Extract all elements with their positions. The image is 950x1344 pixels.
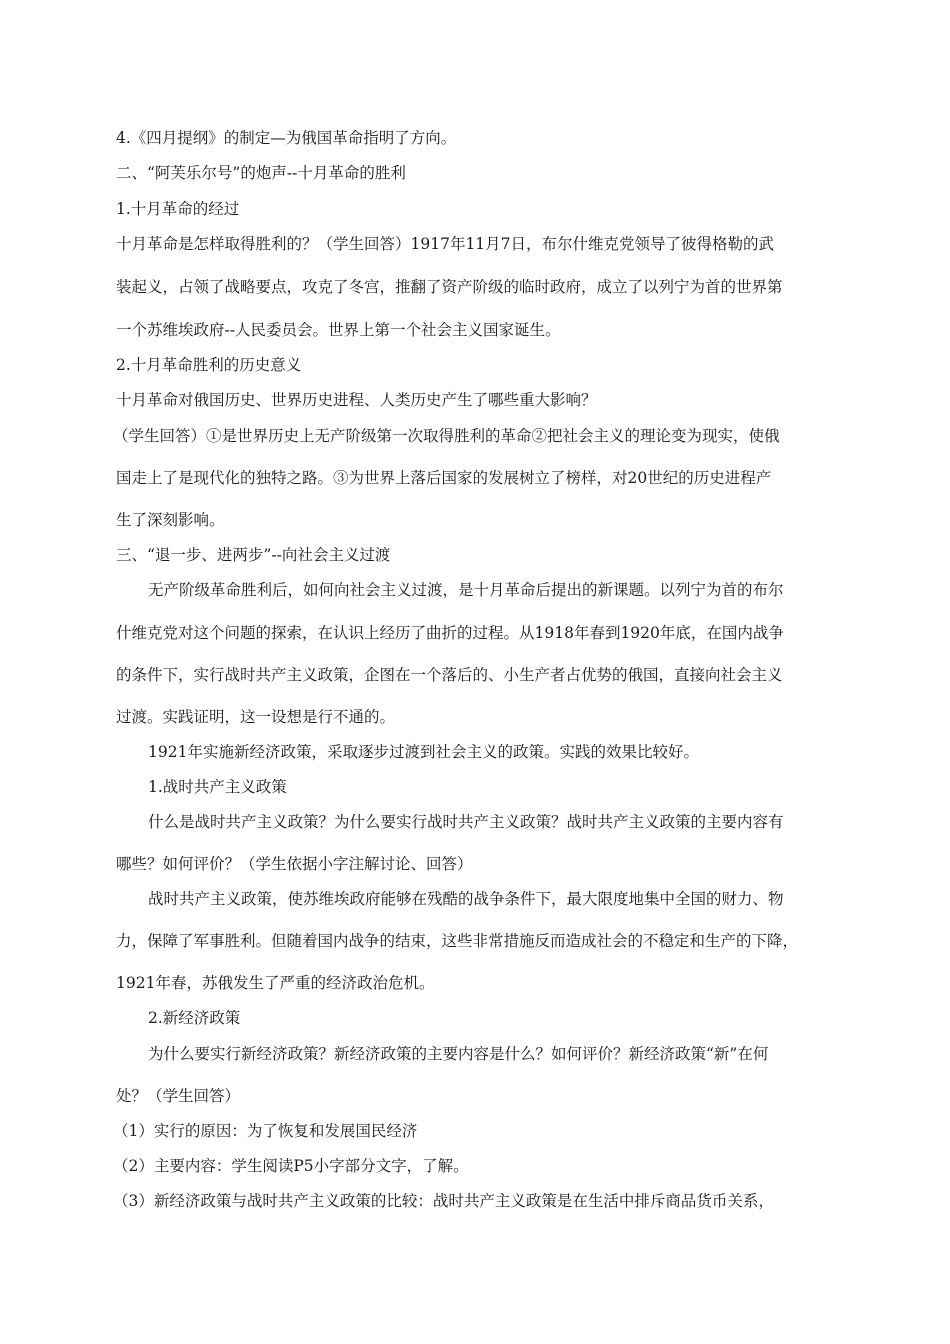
list-item: （3）新经济政策与战时共产主义政策的比较：战时共产主义政策是在生活中排斥商品货币关系， bbox=[113, 1192, 774, 1210]
text-line: （学生回答）①是世界历史上无产阶级第一次取得胜利的革命②把社会主义的理论变为现实，使俄 bbox=[113, 427, 780, 445]
text-line: 1921年春，苏俄发生了严重的经济政治危机。 bbox=[116, 974, 435, 992]
section-heading: 二、“阿芙乐尔号”的炮声--十月革命的胜利 bbox=[116, 164, 406, 182]
text-line: 为什么要实行新经济政策？新经济政策的主要内容是什么？如何评价？新经济政策“新”在何 bbox=[148, 1045, 769, 1063]
text-line: 无产阶级革命胜利后，如何向社会主义过渡，是十月革命后提出的新课题。以列宁为首的布尔 bbox=[148, 581, 784, 599]
text-line: 生了深刻影响。 bbox=[116, 511, 225, 529]
text-line: 的条件下，实行战时共产主义政策，企图在一个落后的、小生产者占优势的俄国，直接向社会主义 bbox=[116, 666, 783, 684]
list-item: （2）主要内容：学生阅读P5小字部分文字，了解。 bbox=[113, 1157, 469, 1175]
text-line: 国走上了是现代化的独特之路。③为世界上落后国家的发展树立了榜样，对20世纪的历史进程产 bbox=[116, 469, 772, 487]
text-line: 哪些？如何评价？（学生依据小字注解讨论、回答） bbox=[116, 855, 473, 873]
subsection-heading: 1.战时共产主义政策 bbox=[148, 778, 287, 796]
text-line: 过渡。实践证明，这一设想是行不通的。 bbox=[116, 708, 396, 726]
text-line: 力，保障了军事胜利。但随着国内战争的结束，这些非常措施反而造成社会的不稳定和生产的下降， bbox=[116, 932, 799, 950]
subsection-heading: 2.十月革命胜利的历史意义 bbox=[116, 356, 302, 374]
text-line: 装起义，占领了战略要点，攻克了冬宫，推翻了资产阶级的临时政府，成立了以列宁为首的世界第 bbox=[116, 278, 783, 296]
text-line: 一个苏维埃政府--人民委员会。世界上第一个社会主义国家诞生。 bbox=[116, 321, 561, 339]
text-line: 4.《四月提纲》的制定—为俄国革命指明了方向。 bbox=[116, 129, 457, 147]
text-line: 战时共产主义政策，使苏维埃政府能够在残酷的战争条件下，最大限度地集中全国的财力、物 bbox=[148, 890, 784, 908]
section-heading: 三、“退一步、进两步”--向社会主义过渡 bbox=[116, 546, 391, 564]
list-item: （1）实行的原因：为了恢复和发展国民经济 bbox=[113, 1122, 418, 1140]
text-line: 什维克党对这个问题的探索，在认识上经历了曲折的过程。从1918年春到1920年底，在国内战争 bbox=[116, 624, 784, 642]
text-line: 处？（学生回答） bbox=[116, 1087, 241, 1105]
text-line: 什么是战时共产主义政策？为什么要实行战时共产主义政策？战时共产主义政策的主要内容有 bbox=[148, 813, 784, 831]
text-line: 十月革命是怎样取得胜利的？（学生回答）1917年11月7日，布尔什维克党领导了彼得格勒的武 bbox=[116, 235, 775, 253]
subsection-heading: 1.十月革命的经过 bbox=[116, 200, 240, 218]
text-line: 十月革命对俄国历史、世界历史进程、人类历史产生了哪些重大影响？ bbox=[116, 391, 597, 409]
text-line: 1921年实施新经济政策，采取逐步过渡到社会主义的政策。实践的效果比较好。 bbox=[148, 743, 699, 761]
subsection-heading: 2.新经济政策 bbox=[148, 1009, 241, 1027]
